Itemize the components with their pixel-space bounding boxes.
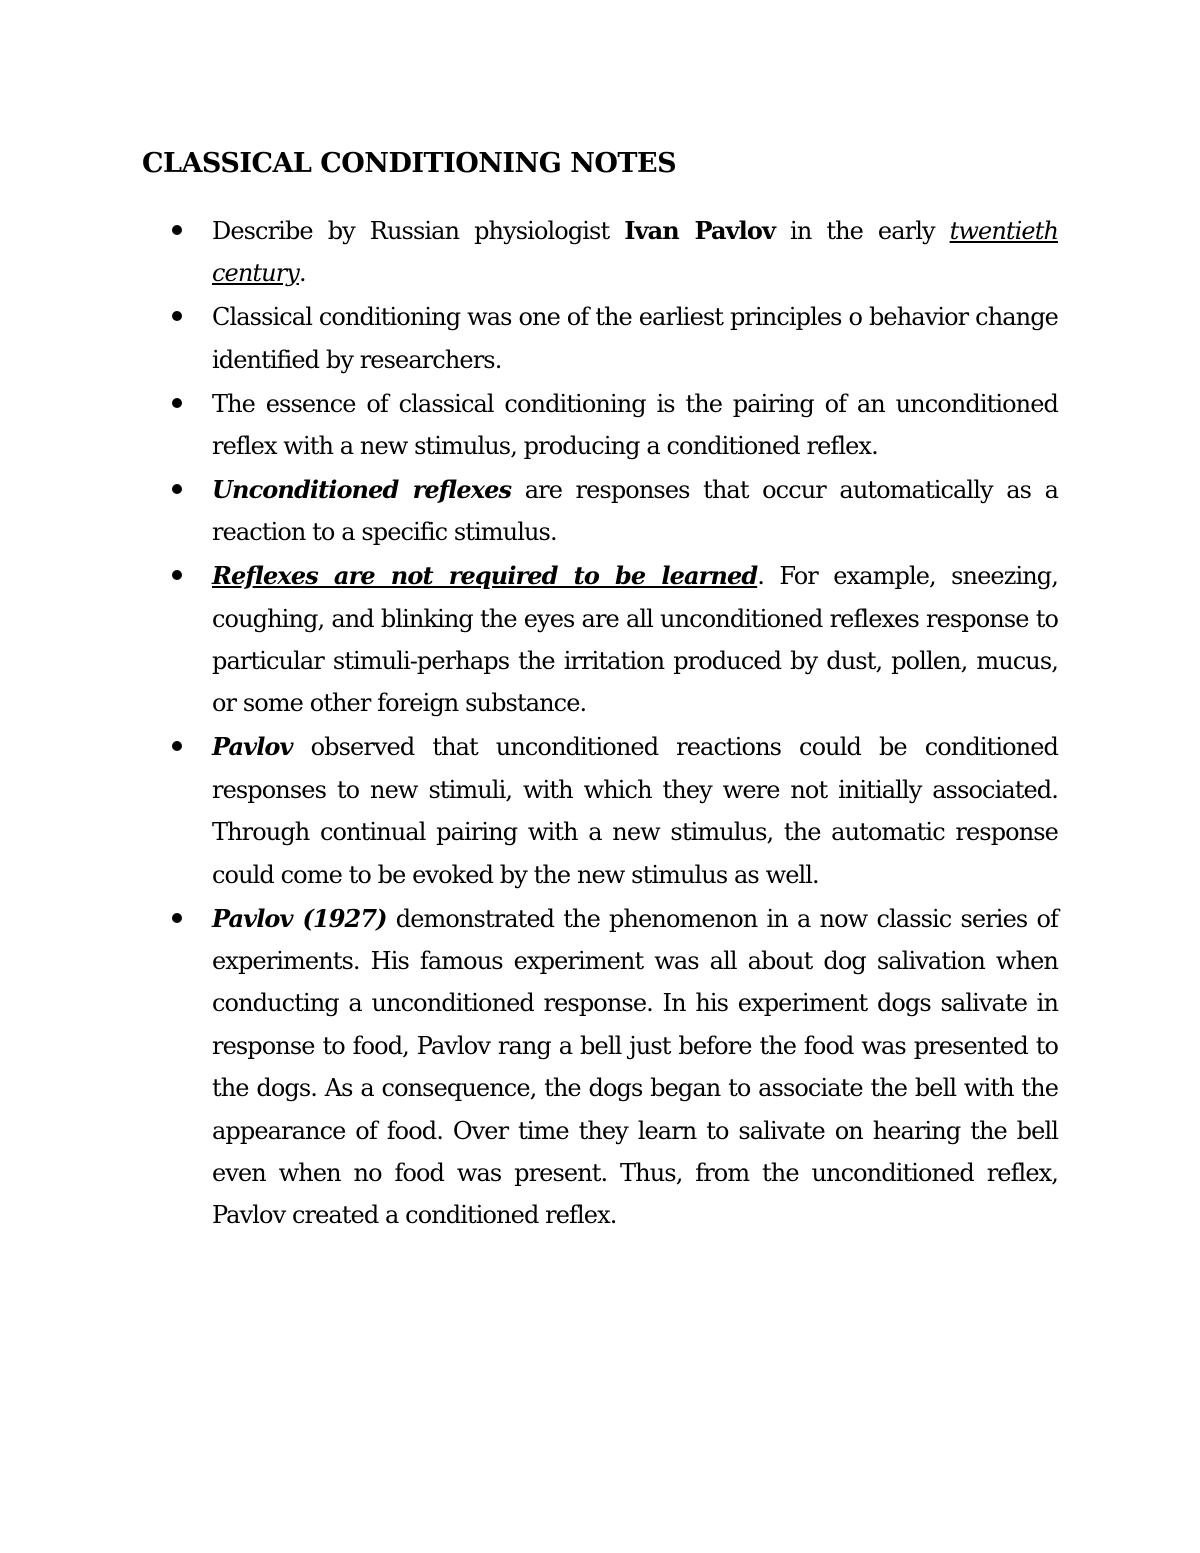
note-text: in the early bbox=[775, 217, 950, 245]
bullet-dot-icon bbox=[172, 225, 182, 235]
key-term: Pavlov bbox=[212, 732, 293, 762]
notes-list bbox=[212, 210, 1058, 1238]
list-item bbox=[212, 726, 1058, 896]
list-item bbox=[212, 296, 1058, 381]
note-text: demonstrated the phenomenon in a now classic series of experiments. His famous experiment was all about dog salivation when conducting a unconditioned response. In his experiment dogs salivate in response to food, Pavlov rang a bell just before the food was presented to the dogs. As a consequence, the dogs began to associate the bell with the appearance of food. Over time they learn to salivate on hearing the bell even when no food was present. Thus, from the unconditioned reflex, Pavlov created a conditioned reflex. bbox=[212, 904, 1058, 1230]
emphasized-phrase: twentieth century bbox=[212, 217, 1059, 288]
note-text: Classical conditioning was one of the earliest principles o behavior change identified by researchers. bbox=[212, 303, 1058, 374]
bullet-dot-icon bbox=[172, 741, 182, 751]
note-text: are responses that occur automatically as a reaction to a specific stimulus. bbox=[212, 475, 1058, 547]
note-text: observed that unconditioned reactions could be conditioned responses to new stimuli, with which they were not initially associated. Through continual pairing with a new stimulus, the automatic response could come to be evoked by the new stimulus as well. bbox=[212, 733, 1058, 889]
bullet-dot-icon bbox=[172, 311, 182, 321]
note-text: Describe by Russian physiologist bbox=[212, 217, 625, 245]
list-item bbox=[212, 383, 1058, 468]
person-name: Ivan Pavlov bbox=[624, 216, 776, 245]
document-title: CLASSICAL CONDITIONING NOTES bbox=[142, 148, 677, 179]
note-text: The essence of classical conditioning is the pairing of an unconditioned reflex with a new stimulus, producing a conditioned reflex. bbox=[212, 389, 1058, 461]
bullet-dot-icon bbox=[172, 398, 182, 408]
bullet-dot-icon bbox=[172, 913, 182, 923]
list-item bbox=[212, 555, 1058, 725]
list-item bbox=[212, 898, 1058, 1237]
list-item bbox=[212, 210, 1058, 295]
bullet-dot-icon bbox=[172, 570, 182, 580]
note-text: . bbox=[298, 259, 306, 288]
key-term: Pavlov (1927) bbox=[212, 903, 387, 933]
key-term: Unconditioned reflexes bbox=[212, 474, 512, 504]
key-term: Reflexes are not required to be learned bbox=[212, 561, 758, 591]
bullet-dot-icon bbox=[172, 484, 182, 494]
note-text: . For example, sneezing, coughing, and blinking the eyes are all unconditioned reflexes response to particular stimuli-perhaps the irritation produced by dust, pollen, mucus, or some other foreign substance. bbox=[212, 562, 1058, 718]
list-item bbox=[212, 469, 1058, 554]
